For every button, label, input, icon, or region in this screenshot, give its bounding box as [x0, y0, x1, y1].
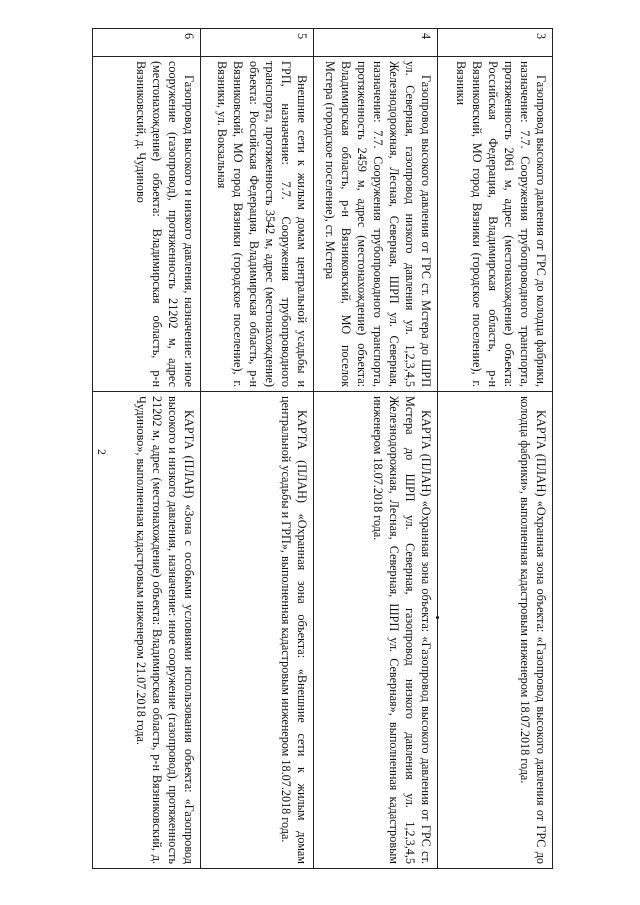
map-plan-reference: КАРТА (ПЛАН) «Зона с особыми условиями использования объекта: «Газопровод высокого и низкого давления, назначение: иное сооружение (газопровод), протяженность 21202 м, адрес (местонахождение) объекта: Владимирская область, р-н Вязниковский, д. Чудиново», выполненная кадастровым инженером 21.07.2018 года.: [93, 392, 201, 869]
map-plan-reference: КАРТА (ПЛАН) «Охранная зона объекта: «Внешние сети к жилым домам центральной усадьбы и ГРП», выполненная кадастровым инженером 18.07.2018 года.: [201, 392, 314, 869]
map-plan-reference: КАРТА (ПЛАН) «Охранная зона объекта: «Газопровод высокого давления от ГРС ст. Мстера до ШРП ул. Северная, газопровод низкого давления ул. 1,2,3,4,5 Железнодорожная, Лесная, Северная, ШРП ул. Северная», выполненная кадастровым инженером 18.07.2018 года.: [314, 392, 438, 869]
objects-table: [92, 28, 553, 869]
rotated-table-wrapper: [93, 28, 553, 868]
map-plan-reference: КАРТА (ПЛАН) «Охранная зона объекта: «Газопровод высокого давления от ГРС до колодца фабрики», выполненная кадастровым инженером 18.07.2018 года.: [438, 392, 553, 869]
object-description: Газопровод высокого и низкого давления, назначение: иное сооружение (газопровод), протяженность 21202 м, адрес (местонахождение) объекта: Владимирская область, р-н Вязниковский, д. Чудиново: [93, 57, 201, 392]
object-description: Газопровод высокого давления от ГРС ст. Мстера до ШРП ул. Северная, газопровод низкого давления ул. 1,2,3,4,5 Железнодорожная, Лесная, Северная, ШРП ул. Северная, назначение: 7.7. Сооружения трубопроводного транспорта, протяженность 2459 м, адрес (местонахождение) объекта: Владимирская область, р-н Вязниковский, МО поселок Мстера (городское поселение), ст. Мстера: [314, 57, 438, 392]
row-number: 6: [93, 29, 201, 57]
object-description: Газопровод высокого давления от ГРС до колодца фабрики, назначение: 7.7. Сооружения трубопроводного транспорта, протяженность 2061 м, адрес (местонахождение) объекта: Российская Федерация, Владимирская область, р-н Вязниковский, МО город Вязники (городское поселение), г. Вязники: [438, 57, 553, 392]
row-number: 4: [314, 29, 438, 57]
object-description: Внешние сети к жилым домам центральной усадьбы и ГРП, назначение: 7.7. Сооружения трубопроводного транспорта, протяженность 3542 м, адрес (местонахождение) объекта: Российская Федерация, Владимирская область, р-н Вязниковский, МО город Вязники (городское поселение), г. Вязники, ул. Вокзальная: [201, 57, 314, 392]
table-row: [93, 29, 201, 869]
table-row: [314, 29, 438, 869]
page-number: 2: [95, 449, 109, 455]
table-row: [201, 29, 314, 869]
table-row: [438, 29, 553, 869]
row-number: 5: [201, 29, 314, 57]
row-number: 3: [438, 29, 553, 57]
